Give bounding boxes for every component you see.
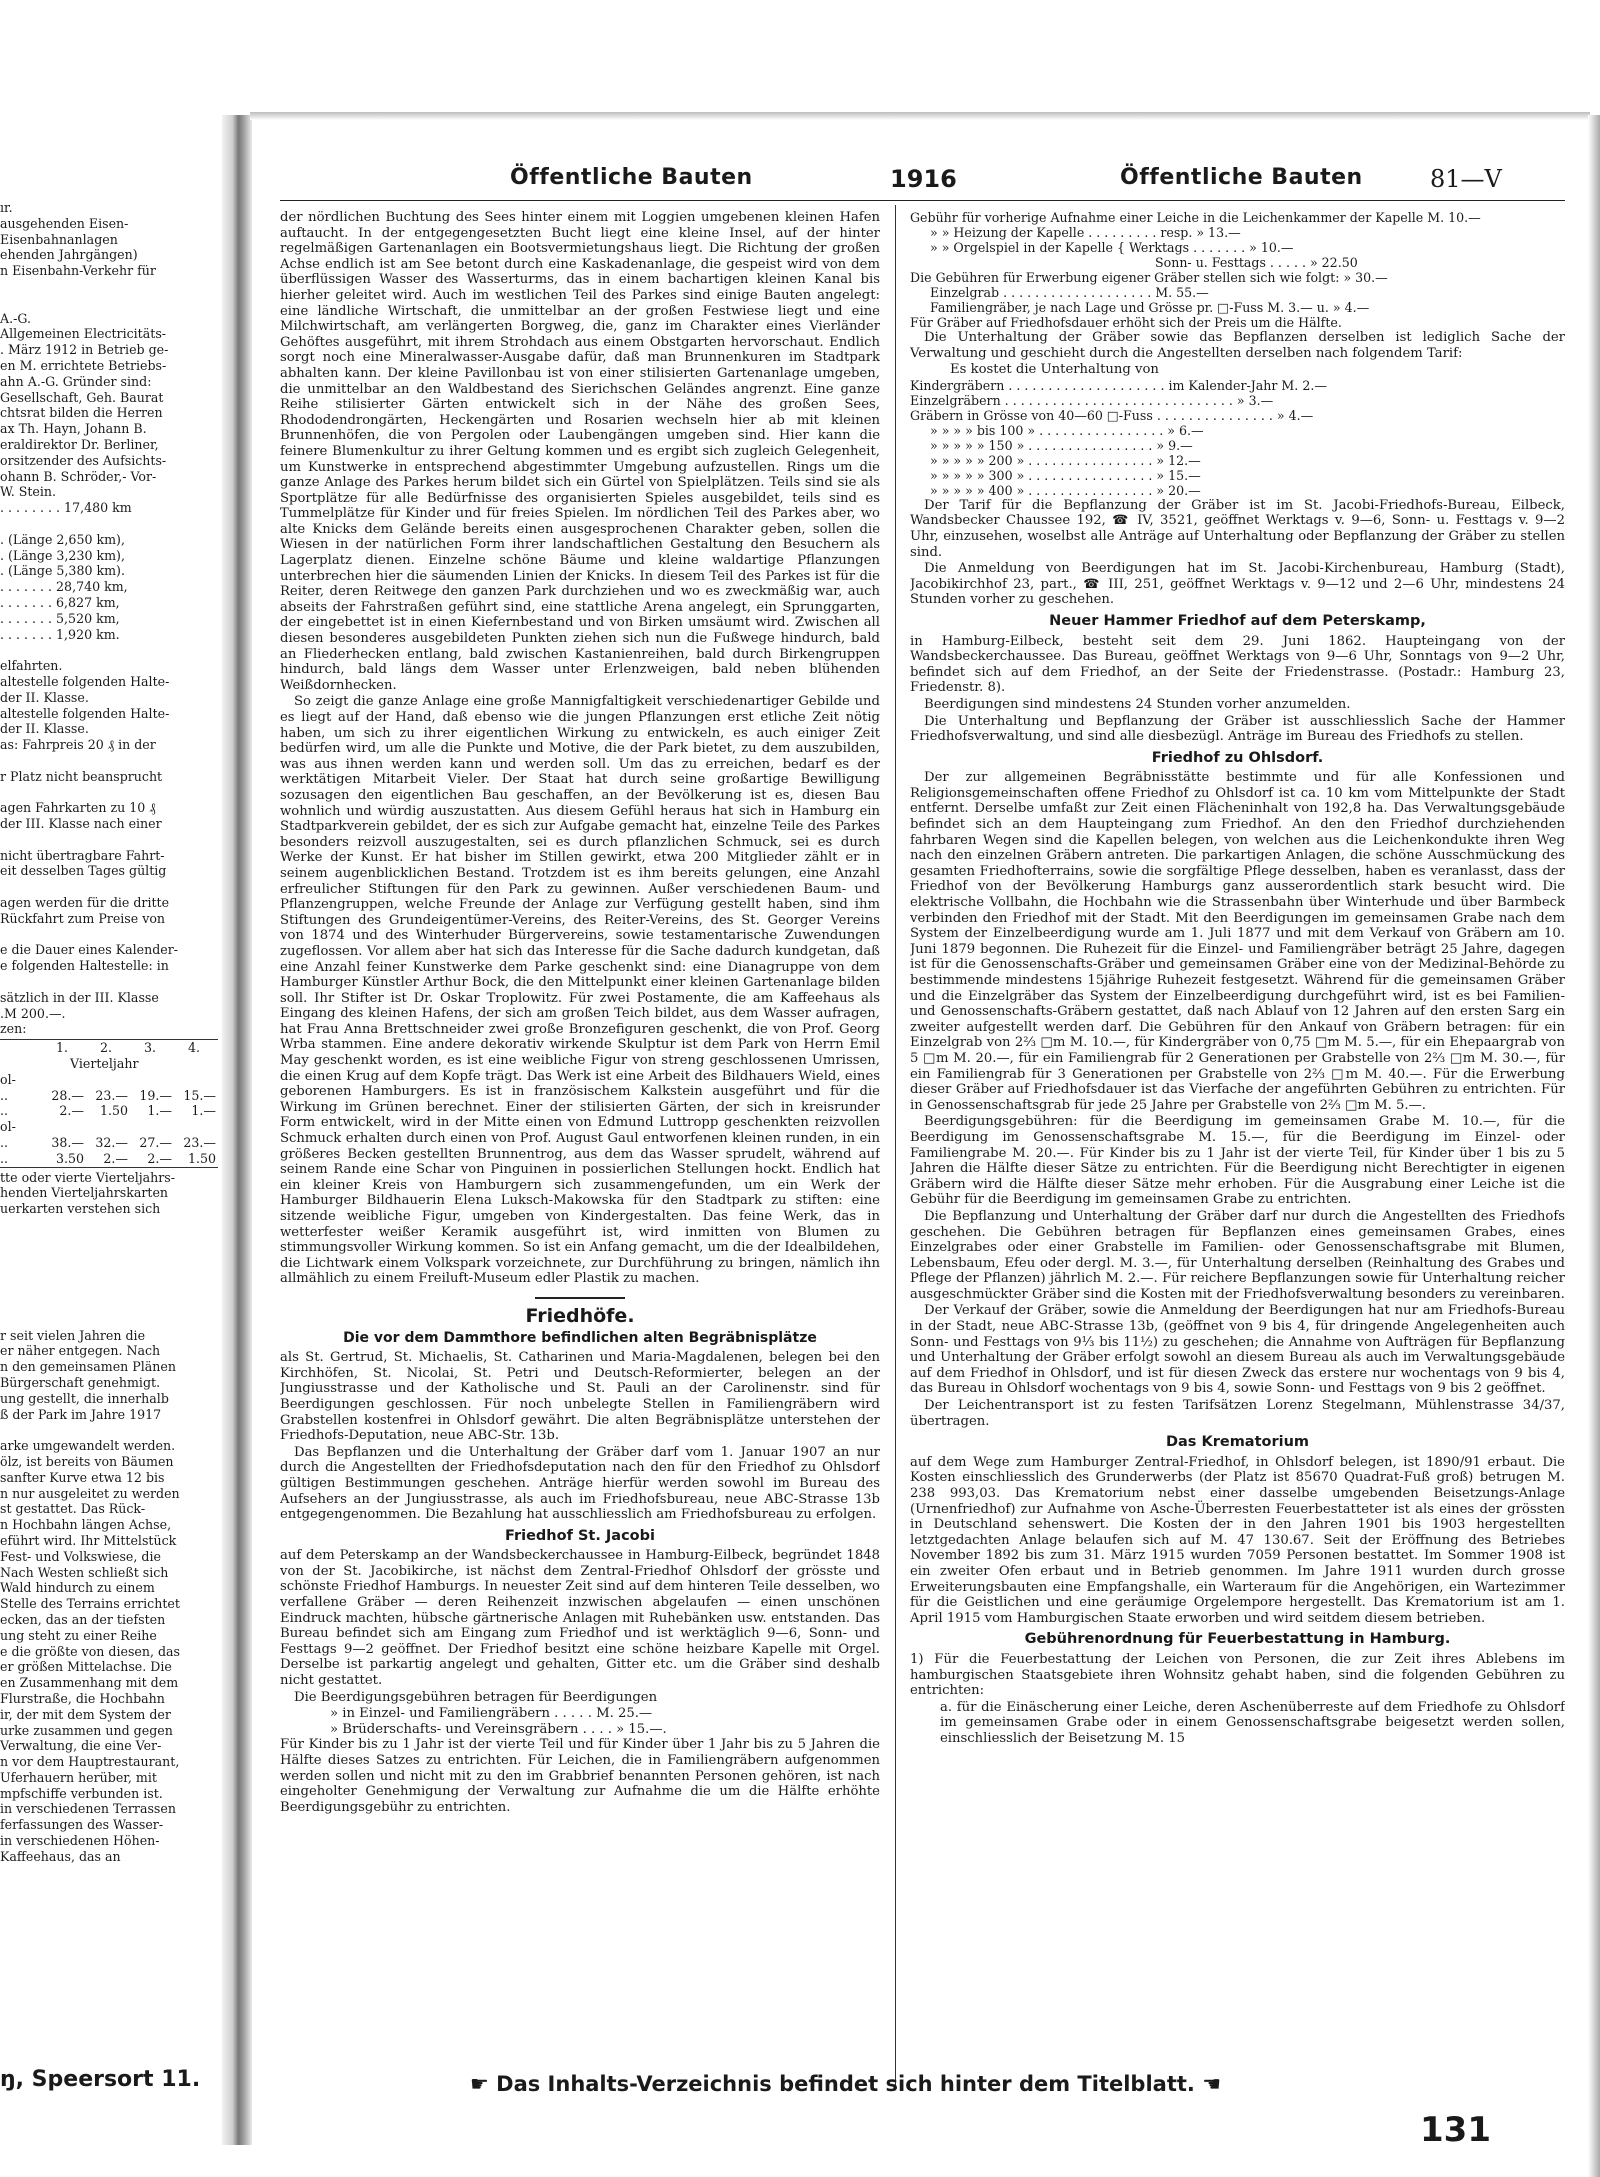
left-fragment-line: n Hochbahn längen Achse, [0, 1517, 172, 1533]
table-cell: 28.— [51, 1087, 84, 1103]
table-cell [40, 1072, 84, 1088]
header-right-title: Öffentliche Bauten [1120, 165, 1363, 190]
column-separator [895, 205, 896, 2085]
ohlsdorf-text-4: Der Verkauf der Gräber, sowie die Anmeldung der Beerdigungen hat nur am Friedhofs-Bureau in der Stadt, neue ABC-Strasse 13b, (geöffnet von 9 bis 4, für dringende Angelegenheiten auch Sonn- und Festtags von 9⅓ bis 11½) zu geschehen; die Annahme von Aufträgen für Bepflanzung und Unterhaltung der Gräber erfolgt sowohl an diesem Bureau als auch im Verwaltungsgebäude auf dem Friedhof in Ohlsdorf, und ist für diesen Zweck das erstere nur wochentags von 9 bis 4, das Bureau in Ohlsdorf wochentags von 9 bis 4, sowie Sonn- und Festtags von 9 bis 2 geöffnet. [910, 1303, 1565, 1397]
table-cell: 3.50 [55, 1150, 84, 1166]
left-fragment-line: Verwaltung, die eine Ver- [0, 1738, 162, 1754]
table-cell [172, 1072, 216, 1088]
left-fragment-line [0, 1233, 218, 1249]
right-column [910, 210, 1565, 2110]
left-fragment-line: in verschiedenen Terrassen [0, 1801, 176, 1817]
ohlsdorf-text: Der zur allgemeinen Begräbnisstätte bestimmte und für alle Konfessionen und Religionsgemeinschaften offene Friedhof zu Ohlsdorf ist ca. 10 km vom Mittelpunkte der Stadt entfernt. Derselbe umfaßt zur Zeit einen Flächeninhalt von 192,8 ha. Das Verwaltungsgebäude befindet sich an dem Haupteingang zum Friedhof. An den den Friedhof durchziehenden fahrbaren Wegen sind die Kapellen belegen, von welchen aus die Leichenkondukte ihren Weg nach den einzelnen Gräbern antreten. Die parkartigen Anlagen, die schöne Ausschmückung des gesamten Friedhofterrains, sowie die sorgfältige Pflege desselben, haben es veranlasst, dass der Friedhof von der Bevölkerung Hamburgs ganz ausserordentlich stark besucht wird. Die elektrische Vollbahn, die Hochbahn wie die Strassenbahn über Winterhude und über Barmbeck verbinden den Friedhof mit der Stadt. Mit den Beerdigungen im gemeinsamen Grabe nach dem System der Einzelbeerdigung wurde am 1. Juli 1877 und mit dem Verkauf von Gräbern am 10. Juni 1879 begonnen. Die Ruhezeit für die Einzel- und Familiengräber beträgt 25 Jahre, dagegen ist für die Genossenschafts-Gräber und gemeinsamen Gräber eine von der Medizinal-Behörde zu bestimmende mindestens 15jährige Ruhezeit festgesetzt. Während für die gemeinsamen Gräber und die Einzelgräber das System der Einzelbeerdigung durchgeführt wird, ist es bei Familien- und Genossenschafts-Gräbern gestattet, daß nach Ablauf von 12 Jahren auf den ersten Sarg ein zweiter aufgestellt werden darf. Die Gebühren für den Ankauf von Gräbern betragen: für ein Einzelgrab von 2⅔ □m M. 10.—, für Kindergräber von 0,75 □m M. 5.—, für ein Ehepaargrab von 5 □m M. 20.—, für ein Familiengrab für 2 Generationen per Grabstelle von 2⅔ □m M. 30.—, für ein Familiengrab für 3 Generationen per Grabstelle von 2⅔ □m M. 40.—. Für die Erwerbung dieser Gräber auf Friedhofsdauer ist das Vierfache der angeführten Gebühren zu entrichten. Für in Genossenschaftsgrab für jede 25 Jahre per Grabstelle von 2⅔ □m M. 5.—. [910, 770, 1565, 1113]
left-fragment-line: ahn A.-G. Gründer sind: [0, 373, 152, 389]
tarif-line: » » » » » 300 » . . . . . . . . . . . . . . . . » 15.— [930, 467, 1201, 483]
left-fragment-line: Stelle des Terrains errichtet [0, 1596, 180, 1612]
table-header-cell: 4. [187, 1040, 201, 1056]
table-row [0, 1135, 218, 1151]
tarif-line: Gräbern in Grösse von 40—60 □-Fuss . . . . . . . . . . . . . . . » 4.— [910, 407, 1314, 423]
jacobi-fee-line: » in Einzel- und Familiengräbern . . . . . M. 25.— [330, 1706, 653, 1722]
unterhaltung-text: Die Unterhaltung der Gräber sowie das Bepflanzen derselben ist lediglich Sache der Verwaltung und geschieht durch die Angestellten derselben nach folgendem Tarif: [910, 330, 1565, 361]
table-row [0, 1088, 218, 1104]
jacobi-fee-list [280, 1706, 880, 1737]
left-fragment-line: elfahrten. [0, 658, 63, 674]
left-fragment-line [0, 927, 218, 943]
left-fragment-line: en M. errichtete Betriebs- [0, 357, 167, 373]
jacobi-text: auf dem Peterskamp an der Wandsbeckerchaussee in Hamburg-Eilbeck, begründet 1848 von der St. Jacobikirche, ist nächst dem Zentral-Friedhof Ohlsdorf der grösste und schönste Friedhof Hamburgs. In neuester Zeit sind auf dem hinteren Teile desselben, wo verfallene Gräber — deren Reihenzeit inzwischen abgelaufen — einen unschönen Eindruck machten, hübsche gärtnerische Anlagen mit Ruhebänken usw. entstanden. Das Bureau befindet sich am Eingang zum Friedhof und ist werktäglich 9—6, Sonn- und Festtags 9—2 geöffnet. Der Friedhof besitzt eine schöne heizbare Kapelle mit Orgel. Derselbe ist parkartig angelegt und gehalten, Gitter etc. um die Gräber sind deshalb nicht gestattet. [280, 1548, 880, 1689]
left-fragment-line: Fest- und Volkswiese, die [0, 1548, 161, 1564]
left-fragment-line: eit desselben Tages gültig [0, 863, 167, 879]
header-rule [280, 200, 1565, 201]
left-fragment-line: zen: [0, 1021, 27, 1037]
left-fragment-line: urke zusammen und gegen [0, 1722, 173, 1738]
left-fragment-line: ir, der mit dem System der [0, 1706, 171, 1722]
left-fragment-line: ung steht zu einer Reihe [0, 1627, 157, 1643]
table-cell: .. [0, 1103, 9, 1119]
table-cell [172, 1119, 216, 1135]
left-fragment-line: . . . . . . . 28,740 km, [0, 579, 128, 595]
left-fragment-line: . . . . . . . 5,520 km, [0, 610, 120, 626]
left-fragment-line: ecken, das an der tiefsten [0, 1611, 166, 1627]
table-row [0, 1151, 218, 1167]
left-fragment-line: chtsrat bilden die Herren [0, 405, 163, 421]
left-fragment-line: st gestattet. Das Rück- [0, 1501, 146, 1517]
header-left-title: Öffentliche Bauten [510, 165, 753, 190]
header-page-ref: 81—V [1430, 165, 1502, 193]
table-header-cell: 2. [99, 1040, 113, 1056]
left-fragment-line [0, 642, 218, 658]
left-fragment-line: . März 1912 in Betrieb ge- [0, 342, 169, 358]
left-fragment-line: as: Fahrpreis 20 ₰ in der [0, 737, 156, 753]
left-fragment-line: nicht übertragbare Fahrt- [0, 847, 165, 863]
table-cell [128, 1072, 172, 1088]
table-cell [84, 1072, 128, 1088]
left-fragment-line: er näher entgegen. Nach [0, 1343, 161, 1359]
fee-line: Für Gräber auf Friedhofsdauer erhöht sich der Preis um die Hälfte. [910, 315, 1342, 330]
left-fragment-line [0, 1312, 218, 1328]
left-fragment-line: Gesellschaft, Geh. Baurat [0, 389, 164, 405]
left-fragment-line [0, 879, 218, 895]
left-fragment-line: altestelle folgenden Halte- [0, 673, 170, 689]
left-fragment-line [0, 753, 218, 769]
left-fragment-line: uerkarten verstehen sich [0, 1201, 161, 1217]
left-fragment-line: . (Länge 3,230 km), [0, 547, 125, 563]
left-fragment-line: ausgehenden Eisen- [0, 215, 129, 231]
table-cell: 1.— [191, 1103, 216, 1119]
tarif-list [910, 378, 1565, 498]
left-fragment-line [0, 279, 218, 295]
table-header-sub: Vierteljahr [70, 1056, 139, 1072]
stadtpark-paragraph-1: der nördlichen Buchtung des Sees hinter einem mit Loggien umgebenen kleinen Hafen auftaucht. In der entgegengesetzten Bucht liegt eine kleine Insel, auf der hinter regelmäßigen Gartenanlagen ein Bootsvermietungshaus liegt. Die Richtung der großen Achse endlich ist am See betont durch eine Kaskadenanlage, die gespeist wird von dem überflüssigen Wasser des Wasserturms, das in einem bachartigen kleinen Kanal bis hierher geleitet wird. Auch im westlichen Teil des Parkes sind einige Bauten angelegt: eine ländliche Wirtschaft, die unmittelbar an der großen Festwiese liegt und eine Milchwirtschaft, am verlängerten Borgweg, die, ganz im Charakter eines Vierländer Gehöftes ausgeführt, mit ihrem Strohdach aus einem Obstgarten hervorschaut. Endlich sorgt noch eine Mineralwasser-Ausgabe dafür, daß man Brunnenkuren im Stadtpark abhalten kann. Der kleine Pavillonbau ist von einer stilisierten Gartenanlage umgeben, die unmittelbar an den Waldbestand des Sierichschen Geländes angrenzt. Eine ganze Reihe stilisierter Gärten entwickelt sich in der Nähe des großen Sees, Rhododendrongärten, Heckengärten und Rosarien wechseln hier ab mit kleinen Brunnenhöfen, die von Pergolen oder Laubengängen umgeben sind. Hier kann die feinere Blumenkultur zu ihrer Geltung kommen und es ergibt sich zugleich Gelegenheit, um Kunstwerke in entsprechend abgestimmter Umgebung aufzustellen. Rings um die ganze Anlage des Parkes herum bildet sich ein Gürtel von Spielplätzen. Teils sind sie als Sportplätze für alle Bedürfnisse des organisierten Spieles ausgebildet, teils sind es Tummelplätze für Kinder und für freies Spielen. Im nördlichen Teil des Parkes aber, wo alte Knicks dem Gelände bereits einen ausgesprochenen Charakter geben, sollen die Wiesen in der natürlichen Form ihrer landschaftlichen Gestaltung den Besuchern als Lagerplatz dienen. Einzelne schöne Bäume und kleine waldartige Pflanzungen unterbrechen hier die säumenden Linien der Knicks. In diesem Teil des Parkes ist für die Reiter, deren Reitwege den ganzen Park durchziehen und wo es zweckmäßig war, auch abseits der Fahrstraßen geführt sind, eine stattliche Arena angelegt, ein Sprunggarten, der eingebettet ist in einen Kiefernbestand und von Birken umsäumt wird. Zwischen all diesen besonderes ausgebildeten Punkten ziehen sich nun die Fußwege hindurch, bald an Fliederhecken entlang, bald zwischen Kastanienreihen, bald durch Birkengruppen hindurch, bald längs dem Wasser unter Erlenzweigen, bald neben blühenden Weißdornhecken. [280, 210, 880, 693]
left-fragment-line: r Platz nicht beansprucht [0, 768, 163, 784]
left-fragment-line: der III. Klasse nach einer [0, 816, 162, 832]
left-column-fragment [0, 200, 218, 1865]
table-cell: .. [0, 1087, 9, 1103]
jacobi-heading: Friedhof St. Jacobi [505, 1527, 655, 1544]
tarif-line: » » » » » 400 » . . . . . . . . . . . . . . . . » 20.— [930, 482, 1201, 498]
table-cell: 19.— [139, 1087, 172, 1103]
left-fragment-line: Flurstraße, die Hochbahn [0, 1690, 165, 1706]
left-fragment-line: orsitzender des Aufsichts- [0, 452, 167, 468]
left-fragment-line [0, 1249, 218, 1265]
left-fragment-line: agen Fahrkarten zu 10 ₰ [0, 800, 156, 816]
jacobi-fees-intro: Die Beerdigungsgebühren betragen für Beerdigungen [294, 1689, 658, 1705]
left-fragment-line: . . . . . . . 6,827 km, [0, 594, 120, 610]
left-fragment-line: Eisenbahnanlagen [0, 231, 118, 247]
table-cell: .. [0, 1135, 9, 1151]
index-notice: ☛ Das Inhalts-Verzeichnis befindet sich hinter dem Titelblatt. ☚ [470, 2072, 1222, 2096]
krematorium-heading: Das Krematorium [1165, 1434, 1310, 1451]
left-fragment-line: Rückfahrt zum Preise von [0, 910, 166, 926]
left-fragment-line [0, 295, 218, 311]
table-cell: 27.— [139, 1135, 172, 1151]
gebuehren-heading: Gebührenordnung für Feuerbestattung in Hamburg. [1024, 1631, 1451, 1648]
left-footer-text: ŋ, Speersort 11. [0, 2067, 201, 2092]
fee-line: Sonn- u. Festtags . . . . . » 22.50 [1155, 255, 1358, 270]
left-fragment-line [0, 1217, 218, 1233]
hammer-heading: Neuer Hammer Friedhof auf dem Peterskamp, [1049, 612, 1426, 629]
page-number: 131 [1420, 2110, 1491, 2150]
table-cell [128, 1119, 172, 1135]
left-fragment-line: Nach Westen schließt sich [0, 1564, 169, 1580]
left-fragment-line: n vor dem Hauptrestaurant, [0, 1754, 180, 1770]
dammthor-text: als St. Gertrud, St. Michaelis, St. Catharinen und Maria-Magdalenen, belegen bei den Kirchhöfen, St. Nicolai, St. Petri und Deutsch-Reformierter, belegen an der Jungiusstrasse und der Katholische und St. Pauli an der Carolinenstr. sind für Beerdigungen geschlossen. Für noch unbelegte Stellen in Familiengräbern wird Grabstellen kostenfrei in Ohlsdorf gewährt. Die alten Begräbnisplätze unterstehen der Friedhofs-Deputation, neue ABC-Str. 13b. [280, 1350, 880, 1444]
page-top-shadow [250, 112, 1590, 120]
left-fragment-line: e folgenden Haltestelle: in [0, 958, 169, 974]
left-fragment-line: .M 200.—. [0, 1005, 66, 1021]
fee-list [910, 210, 1565, 330]
left-fragment-line: mpfschiffe verbunden ist. [0, 1785, 163, 1801]
dammthor-heading: Die vor dem Dammthore befindlichen alten Begräbnisplätze [343, 1329, 817, 1346]
gebuehren-item-a: a. für die Einäscherung einer Leiche, deren Aschenüberreste auf dem Friedhofe zu Ohlsdorf im gemeinsamen Grabe oder in einem Genossenschaftsgrabe beigesetzt werden sollen, einschliesslich der Beisetzung M. 15 [940, 1699, 1565, 1746]
left-fragment-line: ax Th. Hayn, Johann B. [0, 421, 147, 437]
hammer-text-2: Beerdigungen sind mindestens 24 Stunden vorher anzumelden. [924, 696, 1351, 712]
left-fragment-line: ferfassungen des Wasser- [0, 1817, 164, 1833]
krematorium-text: auf dem Wege zum Hamburger Zentral-Friedhof, in Ohlsdorf belegen, ist 1890/91 erbaut. Die Kosten einschliesslich des Grunderwerbs (der Platz ist 85670 Quadrat-Fuß groß) betrugen M. 238 993,03. Das Krematorium nebst einer dasselbe umgebenden Beisetzungs-Anlage (Urnenfriedhof) zur Aufnahme von Asche-Überresten Feuerbestatteter ist als eines der grössten in Deutschland sehenswert. Die Kosten der in den Jahren 1901 bis 1903 hergestellten letztgedachten Anlage belaufen sich auf M. 47 130.67. Seit der Eröffnung des Betriebes November 1892 bis zum 31. März 1915 wurden 7059 Personen bestattet. Im Sommer 1908 ist ein zweiter Ofen erbaut und in Betrieb genommen. Im Jahre 1911 wurden durch grosse Erweiterungsbauten eine Empfangshalle, ein Warteraum für die Angehörigen, ein Wartezimmer für die Geistlichen und eine geräumige Orgelempore hergestellt. Das Krematorium ist am 1. April 1915 vom Hamburgischen Staate erworben und wird seitdem diesem betrieben. [910, 1454, 1565, 1626]
tarif-line: Einzelgräbern . . . . . . . . . . . . . . . . . . . . . . . . . . . . . » 3.— [910, 392, 1274, 408]
left-fragment-line [0, 974, 218, 990]
ohlsdorf-heading: Friedhof zu Ohlsdorf. [1151, 749, 1324, 766]
table-cell: 23.— [183, 1135, 216, 1151]
table-header-cell: 3. [143, 1040, 157, 1056]
page-right-edge [1588, 115, 1600, 2177]
left-fragment-line: henden Vierteljahrskarten [0, 1185, 169, 1201]
table-cell: 1.50 [99, 1103, 128, 1119]
hammer-text: in Hamburg-Eilbeck, besteht seit dem 29. Juni 1862. Haupteingang von der Wandsbeckerchaussee. Das Bureau, geöffnet Werktags von 9—6 Uhr, Sonntags von 9—2 Uhr, befindet sich auf dem Friedhof, an der Seite der Friedenstrasse. (Postadr.: Hamburg 23, Friedenstr. 8). [910, 633, 1565, 696]
table-cell: 23.— [95, 1087, 128, 1103]
gebuehren-text: 1) Für die Feuerbestattung der Leichen von Personen, die zur Zeit ihres Ablebens im hamburgischen Staatsgebiete ihren Wohnsitz gehabt haben, sind die folgenden Gebühren zu entrichten: [910, 1651, 1565, 1699]
left-fragment-line: . . . . . . . 1,920 km. [0, 626, 120, 642]
left-fragment-line: agen werden für die dritte [0, 895, 170, 911]
left-fragment-line: der II. Klasse. [0, 689, 89, 705]
left-fragment-line: ß der Park im Jahre 1917 [0, 1406, 162, 1422]
left-fragment-line: in verschiedenen Höhen- [0, 1833, 160, 1849]
tarif-intro: Es kostet die Unterhaltung von [950, 362, 1159, 378]
left-fragment-line [0, 1264, 218, 1280]
left-fragment-line: der II. Klasse. [0, 721, 89, 737]
left-fragment-line: ır. [0, 200, 13, 215]
fee-line: » » Heizung der Kapelle . . . . . . . . . resp. » 13.— [930, 225, 1241, 240]
left-fragment-line: arke umgewandelt werden. [0, 1438, 176, 1454]
left-fragment-line: sanfter Kurve etwa 12 bis [0, 1469, 165, 1485]
table-cell: .. [0, 1150, 9, 1166]
tarif-line: » » » » » 200 » . . . . . . . . . . . . . . . . » 12.— [930, 452, 1201, 468]
left-fragment-line: A.-G. [0, 310, 31, 326]
left-fragment-line: sätzlich in der III. Klasse [0, 989, 159, 1005]
left-fragment-line: ung gestellt, die innerhalb [0, 1390, 169, 1406]
tarif-text: Der Tarif für die Bepflanzung der Gräber ist im St. Jacobi-Friedhofs-Bureau, Eilbeck, Wandsbecker Chaussee 192, ☎ IV, 3521, geöffnet Werktags v. 9—6, Sonn- u. Festtags v. 9—2 Uhr, einzusehen, woselbst alle Anträge auf Unterhaltung oder Bepflanzung der Gräber zu stellen sind. [910, 497, 1565, 560]
left-fragment-line: W. Stein. [0, 484, 57, 500]
left-fragment-line [0, 1280, 218, 1296]
left-fragment-line: tte oder vierte Vierteljahrs- [0, 1169, 176, 1185]
left-fragment-line: . (Länge 5,380 km). [0, 563, 125, 579]
left-fragment-line [0, 784, 218, 800]
table-cell [84, 1119, 128, 1135]
hammer-text-3: Die Unterhaltung und Bepflanzung der Gräber ist ausschliesslich Sache der Hammer Friedhofsverwaltung, und sind alle diesbezügl. Anträge im Bureau des Friedhofs zu stellen. [910, 713, 1565, 745]
table-cell: 38.— [51, 1135, 84, 1151]
left-fragment-line: . . . . . . . . 17,480 km [0, 500, 132, 516]
table-cell: 2.— [103, 1150, 128, 1166]
stadtpark-paragraph-2: So zeigt die ganze Anlage eine große Mannigfaltigkeit verschiedenartiger Gebilde und es liegt auf der Hand, daß ebenso wie die jungen Pflanzungen erst etliche Zeit nötig haben, um sich zu ihrer eigentlichen Wirkung zu entwickeln, es auch einiger Zeit bedürfen wird, um alle die Punkte und Motive, die der Park bietet, zu dem auszubilden, was aus ihnen werden kann und werden soll. Um das zu erreichen, bedarf es der werktätigen Mitarbeit Vieler. Der Staat hat durch seine großartige Bewilligung sozusagen den eigentlichen Bau geschaffen, an der Bevölkerung ist es, diesen Bau wohnlich und würdig auszustatten. Aus diesem Gefühl heraus hat sich in Hamburg ein Stadtparkverein gebildet, der es sich zur Aufgabe gemacht hat, einzelne Teile des Parkes besonders reizvoll auszugestalten, sei es durch pflanzlichen Schmuck, sei es durch Werke der Kunst. Er hat bisher im Stillen gewirkt, etwa 200 Mitglieder zählt er in seinem augenblicklichen Bestand. Trotzdem ist es ihm bereits gelungen, eine Anzahl erfreulicher Stiftungen für den Park zu gewinnen. Außer verschiedenen Baum- und Pflanzengruppen, welche Freunde der Anlage zur Verfügung gestellt haben, sind ihm Stiftungen des Grundeigentümer-Vereins, des Reiter-Vereins, des St. Georger Vereins von 1874 und des Winterhuder Bürgervereins, sowie testamentarische Zuwendungen zugeflossen. Vor allem aber hat sich das Interesse für die Sache dadurch kundgetan, daß eine Anzahl feiner Kunstwerke dem Parke geschenkt sind: eine Dianagruppe von dem Hamburger Künstler Arthur Bock, die den Mittelpunkt einer kleinen Gartenanlage bilden soll. Ihr Stifter ist Dr. Oskar Troplowitz. Für zwei Postamente, die am Kaffeehaus als Eingang des kleinen Hafens, der sich am großen Teich bildet, aus dem Wasser aufragen, hat Frau Anna Brettschneider zwei große Bronzefiguren geschenkt, die von Prof. Georg Wrba stammen. Eine andere dekorativ wirkende Skulptur ist dem Park von Herrn Emil May geschenkt worden, es ist eine weibliche Figur von streng geschlossenen Umrissen, die einen Krug auf dem Kopfe trägt. Das Werk ist eine Arbeit des Bildhauers Wield, eines geborenen Hamburgers. Es ist in französischem Kalkstein ausgeführt und für die Wirkung im Grünen berechnet. Einer der stilisierten Gärten, der sich in kreisrunder Form entwickelt, wird in der Mitte einen von Edmund Luttropp geschenkten reizvollen Schmuck erhalten durch einen von Prof. August Gaul entworfenen kleinen runden, in ein größeres Becken gestellten Brunnentrog, aus dem das Wasser sprudelt, während auf seinem Rande eine Schar von Pinguinen in possierlichen Stellungen hockt. Endlich hat ein kleiner Kreis von Hamburgern sich zusammengefunden, um ein Werk der Hamburger Bildhauerin Elena Luksch-Makowska für den Stadtpark zu stiften: eine sitzende weibliche Figur, umgeben von Kindergestalten. Das feine Werk, das in wetterfester weißer Keramik ausgeführt ist, wird inmitten von Blumen zu stimmungsvoller Wirkung kommen. So ist ein Anfang gemacht, um die der Idealbildehen, die Lichtwark einem Volkspark vorzeichnete, zur Durchführung zu bringen, nämlich ihn allmählich zu einem Freiluft-Museum edler Plastik zu machen. [280, 694, 880, 1287]
header-year: 1916 [890, 165, 957, 193]
ohlsdorf-text-5: Der Leichentransport ist zu festen Tarifsätzen Lorenz Stegelmann, Mühlenstrasse 34/37, übertragen. [910, 1398, 1565, 1429]
left-fragment-line: ehenden Jahrgängen) [0, 247, 138, 263]
ohlsdorf-text-2: Beerdigungsgebühren: für die Beerdigung im gemeinsamen Grabe M. 10.—, für die Beerdigung im Genossenschaftsgrabe M. 15.—, für die Beerdigung im Einzel- oder Familiengrabe M. 20.—. Für Kinder bis zu 1 Jahr ist der vierte Teil, für Kinder über 1 bis zu 5 Jahren die Hälfte dieser Sätze zu entrichten. Für die Beerdigung nicht Berechtigter in eigenen Gräbern wird die Hälfte dieser Sätze mehr erhoben. Für die Ausgrabung einer Leiche ist die Gebühr für die Beerdigung im gemeinsamen Grabe zu entrichten. [910, 1114, 1565, 1208]
table-cell: 2.— [147, 1150, 172, 1166]
left-fragment-line: altestelle folgenden Halte- [0, 705, 170, 721]
left-fragment-line: e die Dauer eines Kalender- [0, 942, 179, 958]
table-cell: ol- [0, 1071, 16, 1087]
table-row [0, 1072, 218, 1088]
table-row [0, 1103, 218, 1119]
tarif-line: » » » » bis 100 » . . . . . . . . . . . . . . . . » 6.— [930, 422, 1204, 438]
left-fragment-line: . (Länge 2,650 km), [0, 531, 125, 547]
table-header-row [0, 1040, 218, 1056]
table-header-cell: 1. [55, 1040, 69, 1056]
table-cell: 1.50 [187, 1150, 216, 1166]
left-fare-table [0, 1039, 218, 1167]
tarif-line: » » » » » 150 » . . . . . . . . . . . . . . . . » 9.— [930, 437, 1193, 453]
left-fragment-line: er größen Mittelachse. Die [0, 1659, 172, 1675]
left-fragment-line: Bürgerschaft genehmigt. [0, 1374, 161, 1390]
left-fragment-line [0, 832, 218, 848]
fee-line: Familiengräber, je nach Lage und Grösse pr. □-Fuss M. 3.— u. » 4.— [930, 300, 1370, 315]
table-cell [40, 1119, 84, 1135]
dammthor-text-2: Das Bepflanzen und die Unterhaltung der Gräber darf vom 1. Januar 1907 an nur durch die Angestellten der Friedhofsdeputation nach den für den Friedhof zu Ohlsdorf gültigen Bestimmungen geschehen. Anträge hierfür werden sowohl im Bureau des Aufsehers an der Jungiusstrasse, als auch im Friedhofsbureau, neue ABC-Strasse 13b entgegengenommen. Die Bezahlung hat ausschliesslich am Friedhofsbureau zu erfolgen. [280, 1444, 880, 1523]
left-fragment-line [0, 516, 218, 532]
jacobi-fee-line: » Brüderschafts- und Vereinsgräbern . . . . » 15.—. [330, 1721, 667, 1737]
section-divider [535, 1297, 625, 1299]
book-gutter [222, 115, 252, 2145]
fee-line: Einzelgrab . . . . . . . . . . . . . . . . . . . M. 55.— [930, 285, 1209, 300]
left-fragment-line: en Zusammenhang mit dem [0, 1675, 179, 1691]
middle-column [280, 210, 880, 2110]
fee-line: » » Orgelspiel in der Kapelle { Werktags . . . . . . . » 10.— [930, 240, 1294, 255]
left-fragment-line: ölz, ist bereits von Bäumen [0, 1453, 174, 1469]
left-fragment-line: eführt wird. Ihr Mittelstück [0, 1532, 177, 1548]
left-fragment-line: n nur ausgeleitet zu werden [0, 1485, 180, 1501]
table-row [0, 1119, 218, 1135]
left-fragment-line: Uferhauern herüber, mit [0, 1769, 157, 1785]
left-fragment-line: ohann B. Schröder,- Vor- [0, 468, 157, 484]
table-cell: 1.— [147, 1103, 172, 1119]
ohlsdorf-text-3: Die Bepflanzung und Unterhaltung der Gräber darf nur durch die Angestellten des Friedhofs geschehen. Die Gebühren betragen für Bepflanzen eines gemeinsamen Grabes, eines Einzelgrabes oder einer Grabstelle im Familien- oder Genossenschaftsgrabe mit Blumen, Lebensbaum, Efeu oder dergl. M. 3.—, für Unterhaltung derselben (Reinhaltung des Grabes und Pflege der Pflanzen) jährlich M. 2.—. Für reichere Bepflanzungen sowie für Unterhaltung reicher ausgeschmückter Gräber sind die Kosten mit der Friedhofsverwaltung besonders zu vereinbaren. [910, 1208, 1565, 1302]
left-fragment-line: Allgemeinen Electricitäts- [0, 326, 167, 342]
fee-line: Die Gebühren für Erwerbung eigener Gräber stellen sich wie folgt: » 30.— [910, 270, 1388, 285]
jacobi-text-3: Für Kinder bis zu 1 Jahr ist der vierte Teil und für Kinder über 1 Jahr bis zu 5 Jahren die Hälfte dieses Satzes zu entrichten. Für Leichen, die in Familiengräbern aufgenommen werden sollen und nicht mit zu den im Grabbrief benannten Personen gehören, ist nach eingeholter Genehmigung der Verwaltung zur Aufnahme die um die Hälfte erhöhte Beerdigungsgebühr zu entrichten. [280, 1737, 880, 1815]
left-fragment-line [0, 1422, 218, 1438]
table-spacer [0, 1040, 40, 1056]
anmeldung-text: Die Anmeldung von Beerdigungen hat im St. Jacobi-Kirchenbureau, Hamburg (Stadt), Jacobikirchhof 23, part., ☎ III, 251, geöffnet Werktags v. 9—12 und 2—6 Uhr, mindestens 24 Stunden vorher zu geschehen. [910, 561, 1565, 608]
tarif-line: Kindergräbern . . . . . . . . . . . . . . . . . . . . im Kalender-Jahr M. 2.— [910, 377, 1327, 393]
left-fragment-line: n den gemeinsamen Plänen [0, 1359, 176, 1375]
table-cell: 2.— [59, 1103, 84, 1119]
left-fragment-line: e die größte von diesen, das [0, 1643, 181, 1659]
left-fragment-line [0, 1296, 218, 1312]
friedhoefe-heading: Friedhöfe. [525, 1304, 635, 1327]
table-cell: 15.— [183, 1087, 216, 1103]
left-fragment-line: Wald hindurch zu einem [0, 1580, 155, 1596]
left-fragment-line: eraldirektor Dr. Berliner, [0, 436, 159, 452]
table-cell: 32.— [95, 1135, 128, 1151]
fee-line: Gebühr für vorherige Aufnahme einer Leiche in die Leichenkammer der Kapelle M. 10.— [910, 210, 1481, 225]
left-fragment-line: Kaffeehaus, das an [0, 1848, 121, 1864]
left-fragment-line: r seit vielen Jahren die [0, 1327, 146, 1343]
table-cell: ol- [0, 1119, 16, 1135]
left-fragment-line: n Eisenbahn-Verkehr für [0, 263, 156, 279]
